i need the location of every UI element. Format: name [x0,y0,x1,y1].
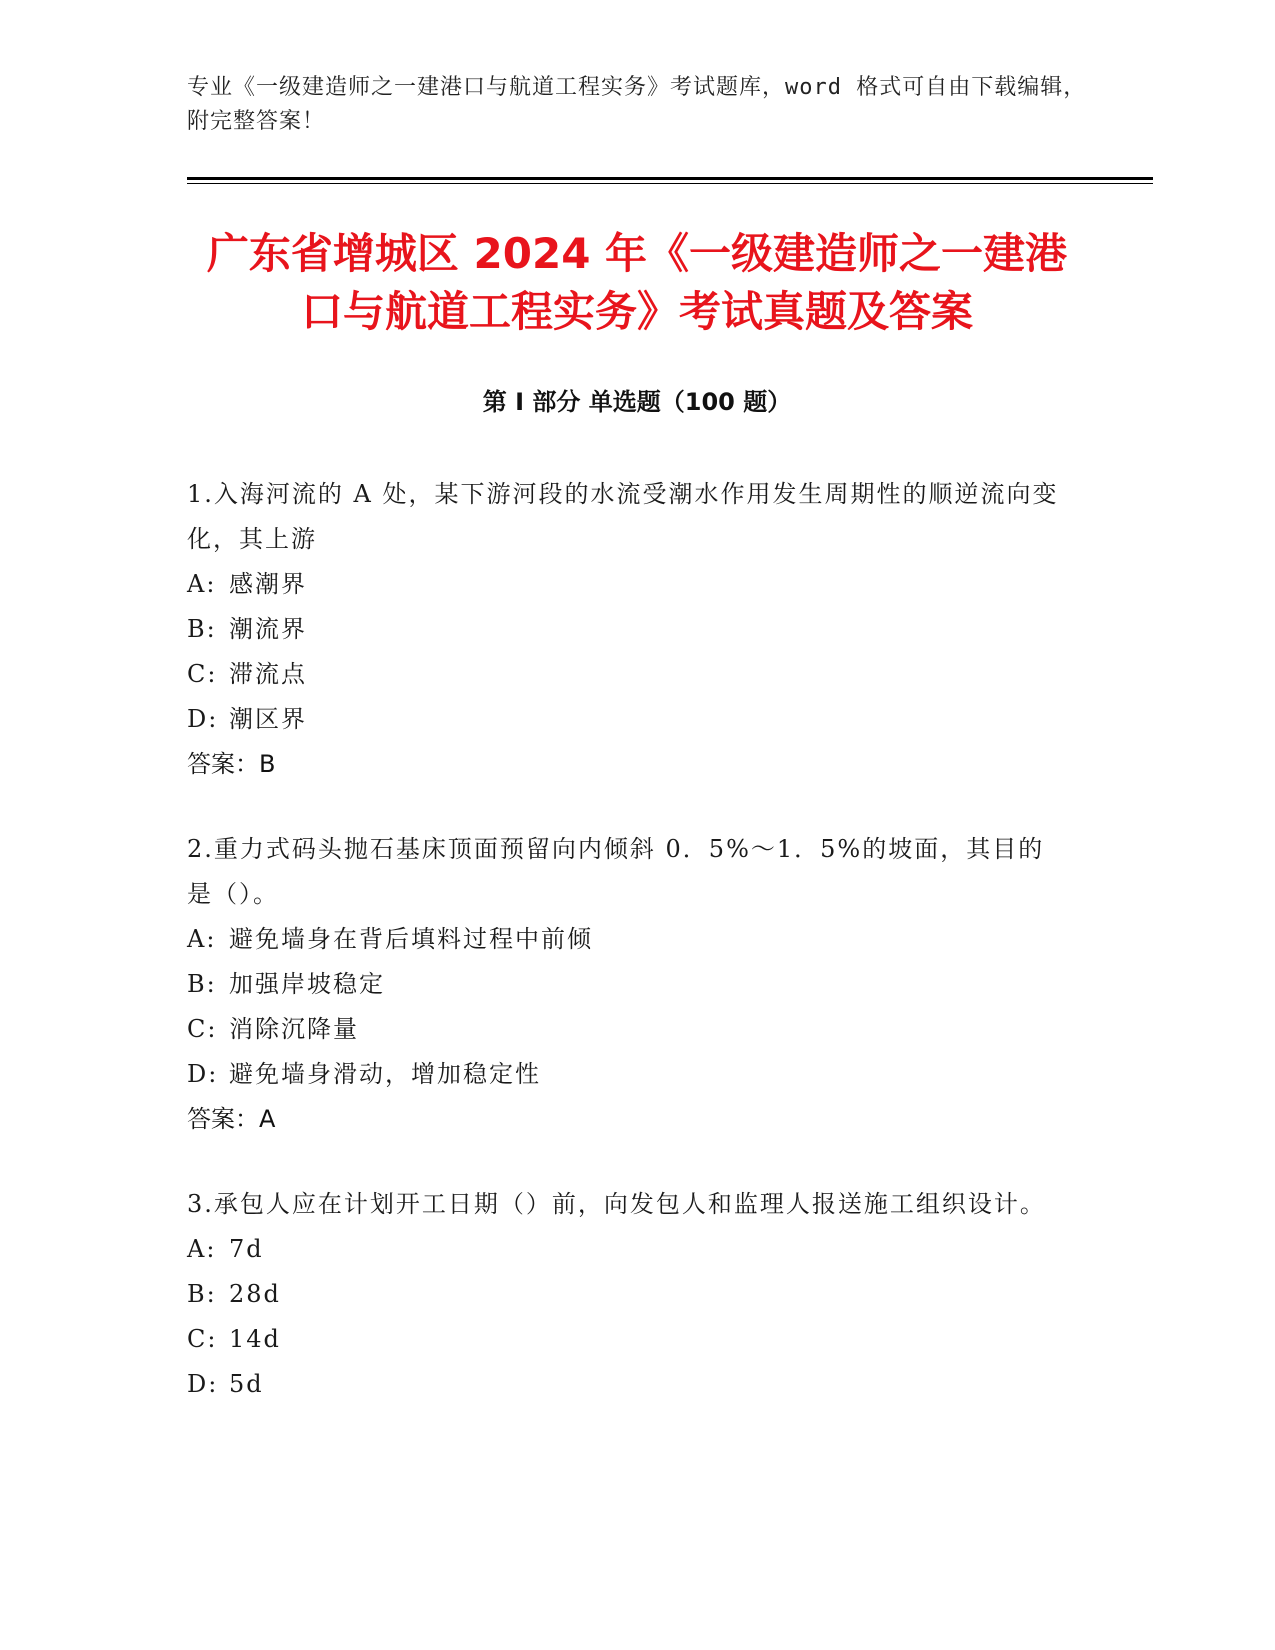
answer-line: 答案：B [187,750,276,778]
option-letter: C: [187,1325,218,1353]
question-list [187,472,1067,1447]
option-c [187,1317,1067,1362]
option-text: 潮区界 [229,705,307,733]
option-text: 避免墙身滑动，增加稳定性 [229,1060,541,1088]
question-1 [187,472,1067,787]
option-a [187,917,1067,962]
option-text: 加强岸坡稳定 [229,970,385,998]
option-text: 消除沉降量 [229,1015,359,1043]
option-a [187,1227,1067,1272]
option-text: 潮流界 [229,615,307,643]
option-text: 28d [229,1280,281,1308]
option-letter: D: [187,1060,219,1088]
option-letter: B: [187,615,217,643]
option-c [187,652,1067,697]
section-title: 第 I 部分 单选题（100 题） [482,388,792,416]
option-text: 5d [229,1370,264,1398]
option-letter: D: [187,1370,219,1398]
option-d [187,697,1067,742]
option-letter: B: [187,970,217,998]
header-note: 专业《一级建造师之一建港口与航道工程实务》考试题库，word 格式可自由下载编辑，附完整答案！ [187,75,1087,134]
option-text: 滞流点 [229,660,307,688]
question-text: 1.入海河流的 A 处，某下游河段的水流受潮水作用发生周期性的顺逆流向变化，其上游 [187,480,1059,553]
question-text: 3.承包人应在计划开工日期（）前，向发包人和监理人报送施工组织设计。 [187,1190,1046,1218]
option-letter: C: [187,1015,218,1043]
option-text: 避免墙身在背后填料过程中前倾 [229,925,593,953]
option-text: 7d [229,1235,264,1263]
option-letter: B: [187,1280,217,1308]
option-letter: A: [187,570,217,598]
option-d [187,1362,1067,1407]
option-b [187,962,1067,1007]
header-rule-thick [187,177,1153,180]
question-3 [187,1182,1067,1407]
option-letter: D: [187,705,219,733]
header-rule-thin [187,183,1153,184]
option-b [187,607,1067,652]
option-letter: A: [187,925,217,953]
option-letter: C: [187,660,218,688]
answer-line: 答案：A [187,1105,276,1133]
document-title: 广东省增城区 2024 年《一级建造师之一建港口与航道工程实务》考试真题及答案 [206,229,1068,336]
option-letter: A: [187,1235,217,1263]
option-d [187,1052,1067,1097]
option-text: 感潮界 [229,570,307,598]
option-b [187,1272,1067,1317]
option-a [187,562,1067,607]
question-2 [187,827,1067,1142]
option-c [187,1007,1067,1052]
question-text: 2.重力式码头抛石基床顶面预留向内倾斜 0．5%～1．5%的坡面，其目的是（）。 [187,835,1045,908]
option-text: 14d [229,1325,281,1353]
